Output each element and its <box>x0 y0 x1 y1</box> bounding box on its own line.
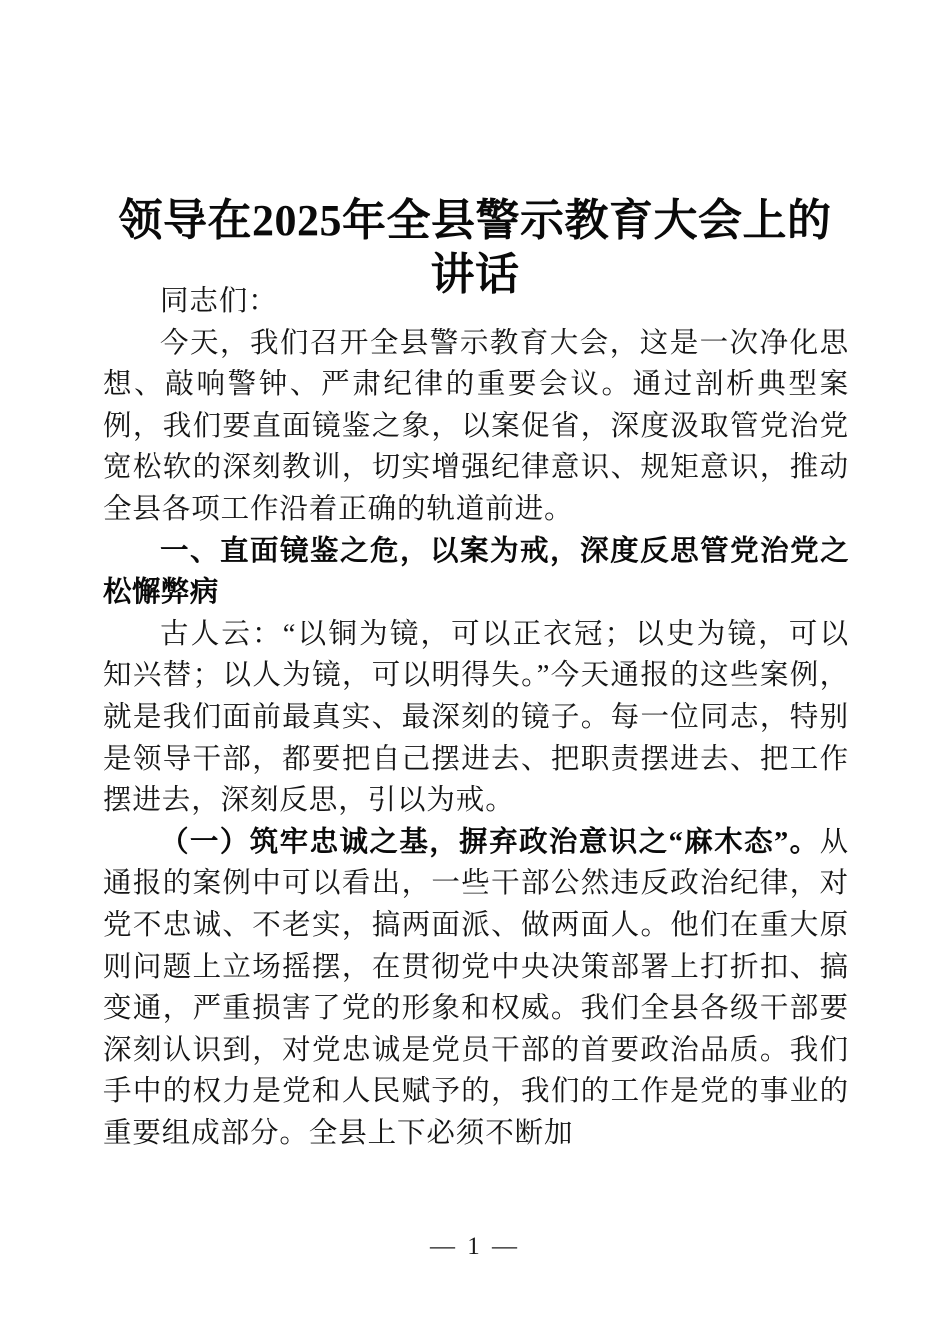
page-title: 领导在2025年全县警示教育大会上的讲话 <box>118 196 832 300</box>
paragraph-subsection-1 <box>103 822 849 1155</box>
paragraph-quote-mirror: 古人云：“以铜为镜，可以正衣冠；以史为镜，可以知兴替；以人为镜，可以明得失。”今天通报的这些案例，就是我们面前最真实、最深刻的镜子。每一位同志，特别是领导干部，都要把自己摆进去、把职责摆进去、把工作摆进去，深刻反思，引以为戒。 <box>103 618 849 817</box>
section-heading-1: 一、直面镜鉴之危，以案为戒，深度反思管党治党之松懈弊病 <box>103 534 849 609</box>
salutation: 同志们： <box>160 286 278 317</box>
page-number-footer: — 1 — <box>430 1233 520 1260</box>
subsection-1-text: 从通报的案例中可以看出，一些干部公然违反政治纪律，对党不忠诚、不老实，搞两面派、做两面人。他们在重大原则问题上立场摇摆，在贯彻党中央决策部署上打折扣、搞变通，严重损害了党的形象和权威。我们全县各级干部要深刻认识到，对党忠诚是党员干部的首要政治品质。我们手中的权力是党和人民赋予的，我们的工作是党的事业的重要组成部分。全县上下必须不断加 <box>103 826 849 1149</box>
document-body <box>103 281 849 1154</box>
paragraph-opening: 今天，我们召开全县警示教育大会，这是一次净化思想、敲响警钟、严肃纪律的重要会议。通过剖析典型案例，我们要直面镜鉴之象，以案促省，深度汲取管党治党宽松软的深刻教训，切实增强纪律意识、规矩意识，推动全县各项工作沿着正确的轨道前进。 <box>103 327 849 525</box>
subsection-1-lead: （一）筑牢忠诚之基，摒弃政治意识之“麻木态”。 <box>160 826 820 858</box>
